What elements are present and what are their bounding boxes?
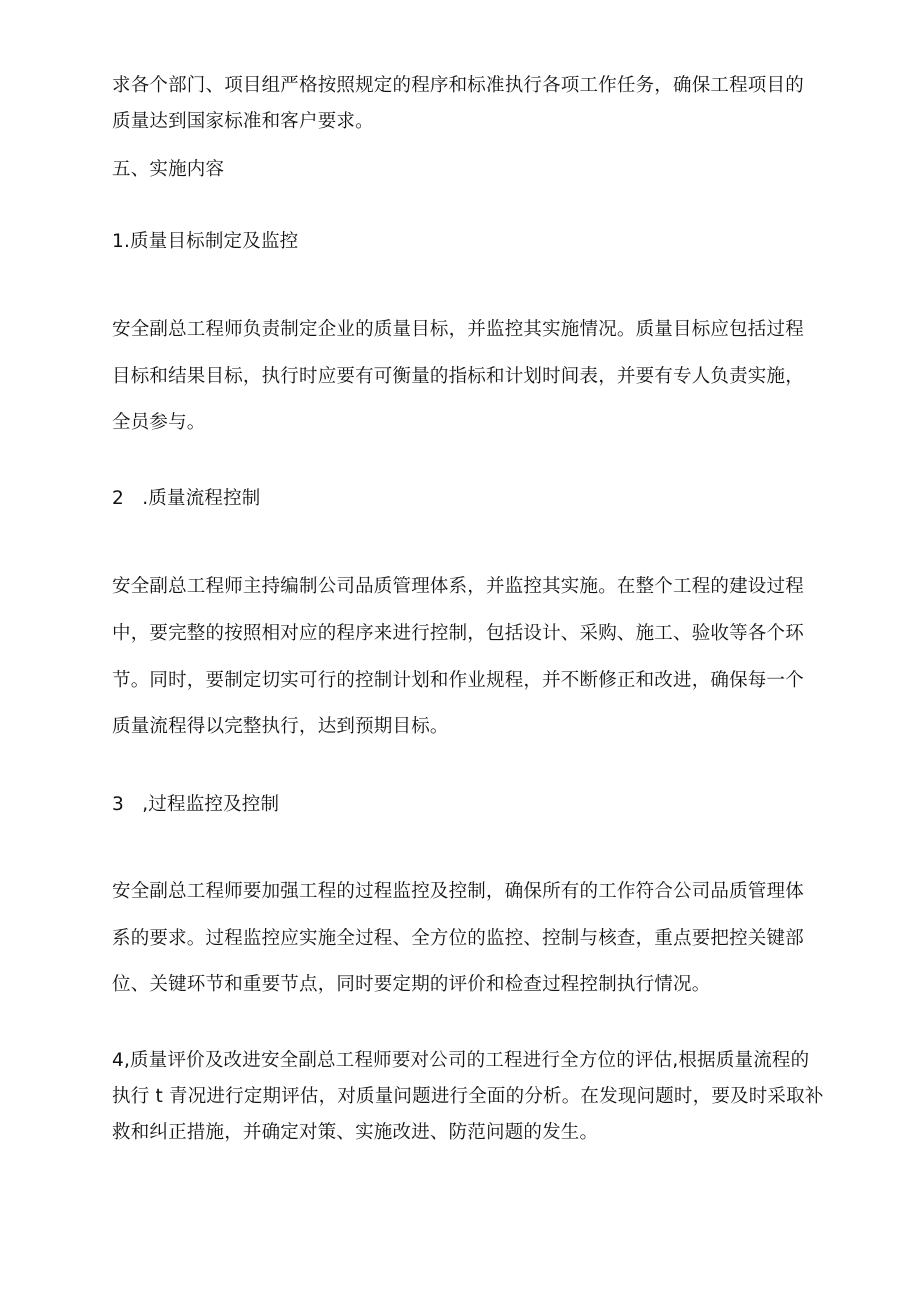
item2-heading: 2 .质量流程控制 xyxy=(112,488,261,509)
item4-line-3: 救和纠正措施，并确定对策、实施改进、防范问题的发生。 xyxy=(112,1122,599,1143)
item1-line-2: 目标和结果目标，执行时应要有可衡量的指标和计划时间表，并要有专人负责实施， xyxy=(112,366,804,387)
section-heading: 五、实施内容 xyxy=(112,159,225,180)
item3-line-2: 系的要求。过程监控应实施全过程、全方位的监控、控制与核查，重点要把控关键部 xyxy=(112,928,804,949)
item2-line-4: 质量流程得以完整执行，达到预期目标。 xyxy=(112,716,449,737)
item3-heading: 3 ,过程监控及控制 xyxy=(112,794,280,815)
item2-line-2: 中，要完整的按照相对应的程序来进行控制，包括设计、采购、施工、验收等各个环 xyxy=(112,623,804,644)
item3-line-1: 安全副总工程师要加强工程的过程监控及控制，确保所有的工作符合公司品质管理体 xyxy=(112,881,804,902)
item2-line-1: 安全副总工程师主持编制公司品质管理体系，并监控其实施。在整个工程的建设过程 xyxy=(112,576,804,597)
item1-line-1: 安全副总工程师负责制定企业的质量目标，并监控其实施情况。质量目标应包括过程 xyxy=(112,319,804,340)
item4-line-1: 4,质量评价及改进安全副总工程师要对公司的工程进行全方位的评估,根据质量流程的 xyxy=(112,1050,810,1071)
item3-line-3: 位、关键环节和重要节点，同时要定期的评价和检查过程控制执行情况。 xyxy=(112,974,711,995)
intro-line-2: 质量达到国家标准和客户要求。 xyxy=(112,111,374,132)
item4-line-2: 执行 t 青况进行定期评估，对质量问题进行全面的分析。在发现问题时，要及时采取补 xyxy=(112,1086,824,1107)
intro-line-1: 求各个部门、项目组严格按照规定的程序和标准执行各项工作任务，确保工程项目的 xyxy=(112,75,804,96)
item1-line-3: 全员参与。 xyxy=(112,412,206,433)
item2-line-3: 节。同时，要制定切实可行的控制计划和作业规程，并不断修正和改进，确保每一个 xyxy=(112,670,804,691)
item1-heading: 1.质量目标制定及监控 xyxy=(112,231,299,252)
